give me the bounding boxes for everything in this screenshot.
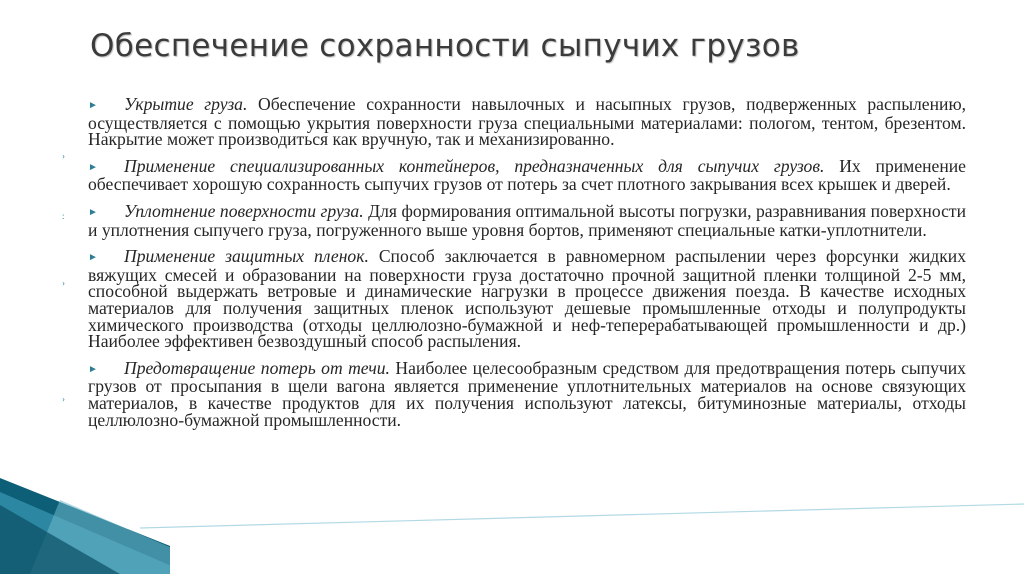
- paragraph: [88, 155, 966, 195]
- triangle-bullet-icon: ►: [88, 363, 98, 375]
- paragraph: [88, 96, 966, 148]
- triangle-bullet-icon: ►: [88, 100, 98, 111]
- paragraph-lead: Применение защитных пленок.: [124, 246, 369, 267]
- paragraph-text: Их применение обеспечивает хорошую сохранность сыпучих грузов от потерь за счет плотного закрывания всех крышек и дверей.: [88, 155, 966, 195]
- side-marker: :: [62, 211, 65, 221]
- paragraph: [88, 248, 966, 350]
- white-band: [170, 520, 1024, 574]
- paragraph: [88, 357, 966, 430]
- triangle-bullet-icon: ►: [88, 206, 98, 218]
- paragraph-lead: Применение специализированных контейнеров, предназначенных для сыпучих грузов.: [124, 155, 825, 176]
- paragraph: [88, 200, 966, 240]
- paragraph-text: Наиболее целесообразным средством для предотвращения потерь сыпучих грузов от просыпания в щели вагона является применение уплотнительных материалов на основе связующих материалов, в качестве продуктов для их получения используют латексы, битуминозные материалы, отходы целлюлозно-бумажной промышленности.: [88, 357, 966, 430]
- side-marker: ›: [62, 151, 65, 161]
- paragraph-text: Обеспечение сохранности навылочных и насыпных грузов, подверженных распылению, осуществляется с помощью укрытия поверхности груза специальными материалами: пологом, тентом, брезентом. Накрытие может производиться как вручную, так и механизированно.: [88, 94, 966, 150]
- paragraph-lead: Предотвращение потерь от течи.: [124, 357, 390, 378]
- side-marker: ›: [62, 394, 65, 404]
- triangle-bullet-icon: ►: [88, 252, 98, 264]
- paragraph-lead: Уплотнение поверхности груза.: [124, 200, 364, 221]
- paragraph-lead: Укрытие груза.: [124, 94, 248, 114]
- paragraph-text: Способ заключается в равномерном распылении через форсунки жидких вяжущих смесей и образовании на поверхности груза достаточно прочной защитной пленки толщиной 2-5 мм, способной выдержать ветровые и динамические нагрузки в процессе движения поезда. В качестве исходных материалов для получения защитных пленок используют дешевые промышленные отходы и полупродукты химического производства (отходы целлюлозно-бумажной и неф-теперерабатывающей промышленности и др.) Наиболее эффективен безвоздушный способ распыления.: [88, 246, 966, 352]
- side-marker: ›: [62, 278, 65, 288]
- triangle-bullet-icon: ►: [88, 161, 98, 173]
- slide-body: [88, 96, 966, 438]
- slide-title: Обеспечение сохранности сыпучих грузов: [90, 28, 800, 64]
- paragraph-text: Для формирования оптимальной высоты погрузки, разравнивания поверхности и уплотнения сыпучего груза, погруженного выше уровня бортов, применяют специальные катки-уплотнители.: [88, 200, 966, 240]
